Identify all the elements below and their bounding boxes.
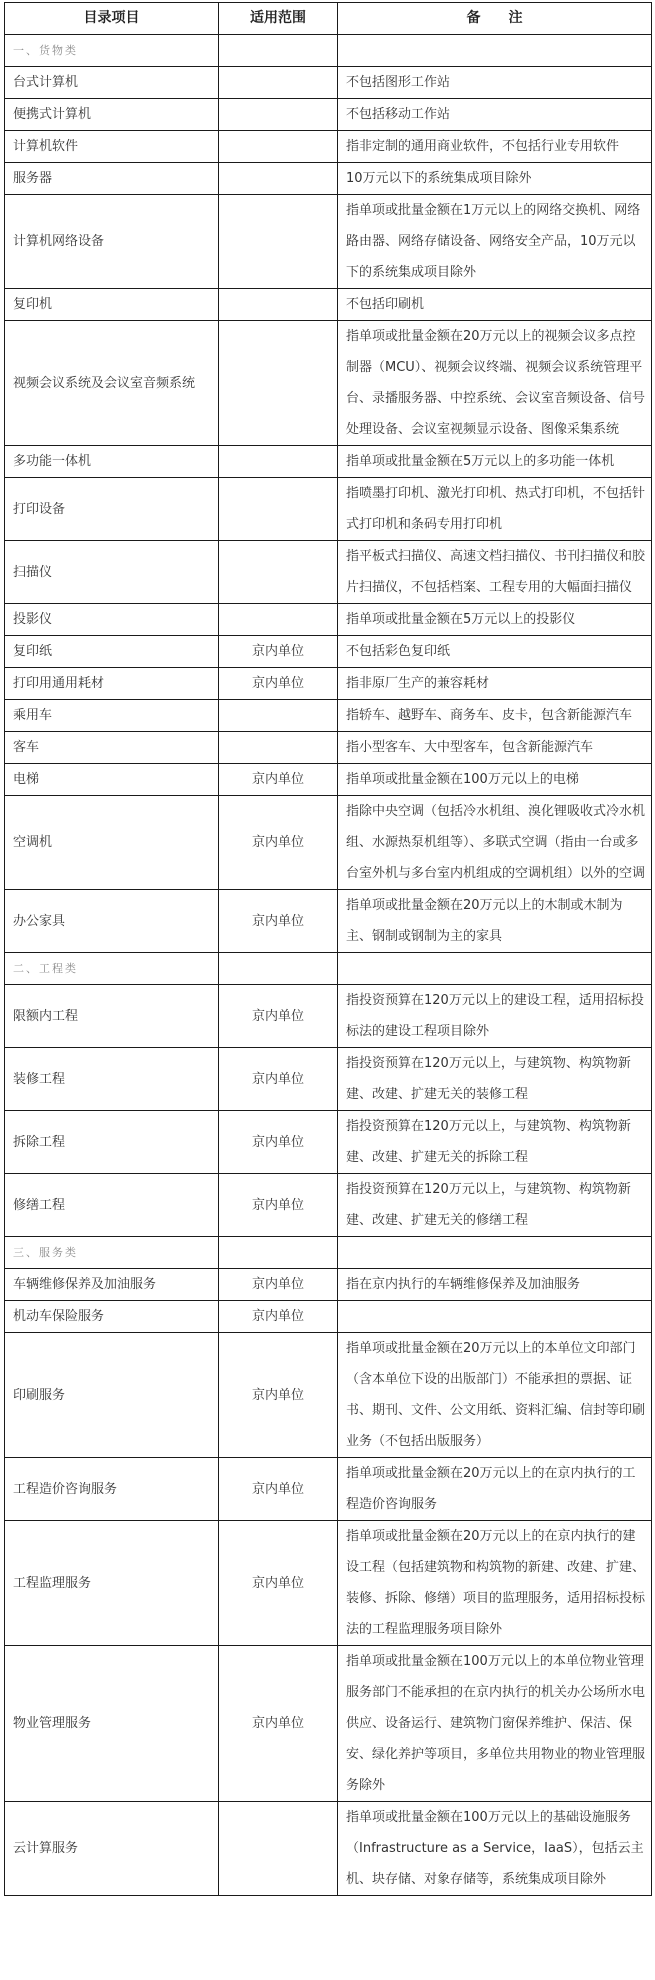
table-row <box>5 541 652 604</box>
scope-cell <box>219 953 338 985</box>
table-row <box>5 764 652 796</box>
catalog-item-cell: 视频会议系统及会议室音频系统 <box>5 321 219 446</box>
catalog-item-cell: 限额内工程 <box>5 985 219 1048</box>
catalog-item-cell: 复印机 <box>5 289 219 321</box>
remarks-cell: 10万元以下的系统集成项目除外 <box>338 163 652 195</box>
scope-cell: 京内单位 <box>219 796 338 890</box>
procurement-catalog-table <box>4 2 652 1896</box>
scope-cell: 京内单位 <box>219 764 338 796</box>
catalog-item-cell: 投影仪 <box>5 604 219 636</box>
table-row <box>5 478 652 541</box>
table-row <box>5 1111 652 1174</box>
catalog-item-cell: 乘用车 <box>5 700 219 732</box>
remarks-cell <box>338 35 652 67</box>
scope-cell: 京内单位 <box>219 1458 338 1521</box>
scope-cell <box>219 700 338 732</box>
scope-cell: 京内单位 <box>219 636 338 668</box>
scope-cell <box>219 478 338 541</box>
table-row <box>5 732 652 764</box>
catalog-item-cell: 计算机软件 <box>5 131 219 163</box>
scope-cell: 京内单位 <box>219 890 338 953</box>
scope-cell: 京内单位 <box>219 1111 338 1174</box>
remarks-cell: 指单项或批量金额在5万元以上的多功能一体机 <box>338 446 652 478</box>
scope-cell <box>219 195 338 289</box>
remarks-cell: 指单项或批量金额在100万元以上的基础设施服务（Infrastructure as a Service，IaaS），包括云主机、块存储、对象存储等，系统集成项目除外 <box>338 1802 652 1896</box>
catalog-item-cell: 复印纸 <box>5 636 219 668</box>
table-row <box>5 289 652 321</box>
remarks-cell: 指在京内执行的车辆维修保养及加油服务 <box>338 1269 652 1301</box>
table-row <box>5 163 652 195</box>
remarks-cell: 不包括彩色复印纸 <box>338 636 652 668</box>
scope-cell: 京内单位 <box>219 1048 338 1111</box>
scope-cell <box>219 99 338 131</box>
table-header-row <box>5 3 652 35</box>
scope-cell: 京内单位 <box>219 1646 338 1802</box>
catalog-item-cell: 打印设备 <box>5 478 219 541</box>
remarks-cell: 指投资预算在120万元以上，与建筑物、构筑物新建、改建、扩建无关的修缮工程 <box>338 1174 652 1237</box>
catalog-item-cell: 便携式计算机 <box>5 99 219 131</box>
remarks-cell <box>338 1301 652 1333</box>
scope-cell: 京内单位 <box>219 1269 338 1301</box>
table-row <box>5 1646 652 1802</box>
remarks-cell: 指单项或批量金额在100万元以上的本单位物业管理服务部门不能承担的在京内执行的机关办公场所水电供应、设备运行、建筑物门窗保养维护、保洁、保安、绿化养护等项目，多单位共用物业的物业管理服务除外 <box>338 1646 652 1802</box>
remarks-cell: 指投资预算在120万元以上的建设工程，适用招标投标法的建设工程项目除外 <box>338 985 652 1048</box>
catalog-item-cell: 服务器 <box>5 163 219 195</box>
catalog-item-cell: 机动车保险服务 <box>5 1301 219 1333</box>
table-row <box>5 1301 652 1333</box>
catalog-item-cell: 印刷服务 <box>5 1333 219 1458</box>
remarks-cell: 指非原厂生产的兼容耗材 <box>338 668 652 700</box>
catalog-item-cell: 修缮工程 <box>5 1174 219 1237</box>
remarks-cell: 指除中央空调（包括冷水机组、溴化锂吸收式冷水机组、水源热泵机组等）、多联式空调（指由一台或多台室外机与多台室内机组成的空调机组）以外的空调 <box>338 796 652 890</box>
table-row <box>5 99 652 131</box>
remarks-cell: 不包括图形工作站 <box>338 67 652 99</box>
catalog-item-cell: 工程监理服务 <box>5 1521 219 1646</box>
section-row <box>5 953 652 985</box>
table-row <box>5 700 652 732</box>
scope-cell: 京内单位 <box>219 1521 338 1646</box>
table-row <box>5 796 652 890</box>
table-row <box>5 1174 652 1237</box>
table-row <box>5 1458 652 1521</box>
table-body <box>5 35 652 1896</box>
scope-cell <box>219 163 338 195</box>
remarks-cell: 指单项或批量金额在20万元以上的在京内执行的工程造价咨询服务 <box>338 1458 652 1521</box>
remarks-cell: 指单项或批量金额在20万元以上的视频会议多点控制器（MCU）、视频会议终端、视频会议系统管理平台、录播服务器、中控系统、会议室音频设备、信号处理设备、会议室视频显示设备、图像采集系统 <box>338 321 652 446</box>
remarks-cell: 指非定制的通用商业软件，不包括行业专用软件 <box>338 131 652 163</box>
remarks-cell: 指轿车、越野车、商务车、皮卡，包含新能源汽车 <box>338 700 652 732</box>
header-remarks: 备 注 <box>338 3 652 35</box>
remarks-cell <box>338 1237 652 1269</box>
table-row <box>5 67 652 99</box>
catalog-item-cell: 空调机 <box>5 796 219 890</box>
section-title: 二、工程类 <box>5 953 219 985</box>
catalog-item-cell: 多功能一体机 <box>5 446 219 478</box>
table-row <box>5 195 652 289</box>
scope-cell <box>219 604 338 636</box>
scope-cell <box>219 289 338 321</box>
table-row <box>5 321 652 446</box>
catalog-item-cell: 云计算服务 <box>5 1802 219 1896</box>
catalog-item-cell: 计算机网络设备 <box>5 195 219 289</box>
remarks-cell: 指单项或批量金额在100万元以上的电梯 <box>338 764 652 796</box>
scope-cell <box>219 446 338 478</box>
table-row <box>5 890 652 953</box>
scope-cell <box>219 1237 338 1269</box>
remarks-cell: 指喷墨打印机、激光打印机、热式打印机，不包括针式打印机和条码专用打印机 <box>338 478 652 541</box>
remarks-cell: 指小型客车、大中型客车，包含新能源汽车 <box>338 732 652 764</box>
scope-cell: 京内单位 <box>219 1174 338 1237</box>
remarks-cell: 不包括移动工作站 <box>338 99 652 131</box>
table-row <box>5 1269 652 1301</box>
table-row <box>5 668 652 700</box>
table-row <box>5 131 652 163</box>
scope-cell <box>219 1802 338 1896</box>
catalog-item-cell: 扫描仪 <box>5 541 219 604</box>
header-catalog-item: 目录项目 <box>5 3 219 35</box>
scope-cell <box>219 321 338 446</box>
catalog-item-cell: 打印用通用耗材 <box>5 668 219 700</box>
scope-cell <box>219 67 338 99</box>
scope-cell: 京内单位 <box>219 985 338 1048</box>
remarks-cell <box>338 953 652 985</box>
header-scope: 适用范围 <box>219 3 338 35</box>
catalog-item-cell: 物业管理服务 <box>5 1646 219 1802</box>
scope-cell <box>219 541 338 604</box>
section-title: 一、货物类 <box>5 35 219 67</box>
section-row <box>5 35 652 67</box>
catalog-item-cell: 台式计算机 <box>5 67 219 99</box>
catalog-item-cell: 电梯 <box>5 764 219 796</box>
catalog-item-cell: 车辆维修保养及加油服务 <box>5 1269 219 1301</box>
remarks-cell: 指单项或批量金额在5万元以上的投影仪 <box>338 604 652 636</box>
table-row <box>5 1802 652 1896</box>
scope-cell <box>219 35 338 67</box>
remarks-cell: 指投资预算在120万元以上，与建筑物、构筑物新建、改建、扩建无关的拆除工程 <box>338 1111 652 1174</box>
remarks-cell: 指投资预算在120万元以上，与建筑物、构筑物新建、改建、扩建无关的装修工程 <box>338 1048 652 1111</box>
scope-cell: 京内单位 <box>219 668 338 700</box>
table-row <box>5 1048 652 1111</box>
table-row <box>5 1333 652 1458</box>
scope-cell: 京内单位 <box>219 1333 338 1458</box>
remarks-cell: 指单项或批量金额在20万元以上的在京内执行的建设工程（包括建筑物和构筑物的新建、改建、扩建、装修、拆除、修缮）项目的监理服务，适用招标投标法的工程监理服务项目除外 <box>338 1521 652 1646</box>
catalog-item-cell: 拆除工程 <box>5 1111 219 1174</box>
catalog-item-cell: 客车 <box>5 732 219 764</box>
remarks-cell: 指单项或批量金额在20万元以上的本单位文印部门（含本单位下设的出版部门）不能承担的票据、证书、期刊、文件、公文用纸、资料汇编、信封等印刷业务（不包括出版服务） <box>338 1333 652 1458</box>
scope-cell: 京内单位 <box>219 1301 338 1333</box>
table-row <box>5 446 652 478</box>
section-row <box>5 1237 652 1269</box>
remarks-cell: 指平板式扫描仪、高速文档扫描仪、书刊扫描仪和胶片扫描仪，不包括档案、工程专用的大幅面扫描仪 <box>338 541 652 604</box>
table-row <box>5 604 652 636</box>
catalog-item-cell: 工程造价咨询服务 <box>5 1458 219 1521</box>
remarks-cell: 指单项或批量金额在20万元以上的木制或木制为主、钢制或钢制为主的家具 <box>338 890 652 953</box>
section-title: 三、服务类 <box>5 1237 219 1269</box>
table-row <box>5 1521 652 1646</box>
catalog-item-cell: 办公家具 <box>5 890 219 953</box>
scope-cell <box>219 732 338 764</box>
remarks-cell: 指单项或批量金额在1万元以上的网络交换机、网络路由器、网络存储设备、网络安全产品，10万元以下的系统集成项目除外 <box>338 195 652 289</box>
scope-cell <box>219 131 338 163</box>
catalog-item-cell: 装修工程 <box>5 1048 219 1111</box>
table-row <box>5 636 652 668</box>
remarks-cell: 不包括印刷机 <box>338 289 652 321</box>
table-row <box>5 985 652 1048</box>
